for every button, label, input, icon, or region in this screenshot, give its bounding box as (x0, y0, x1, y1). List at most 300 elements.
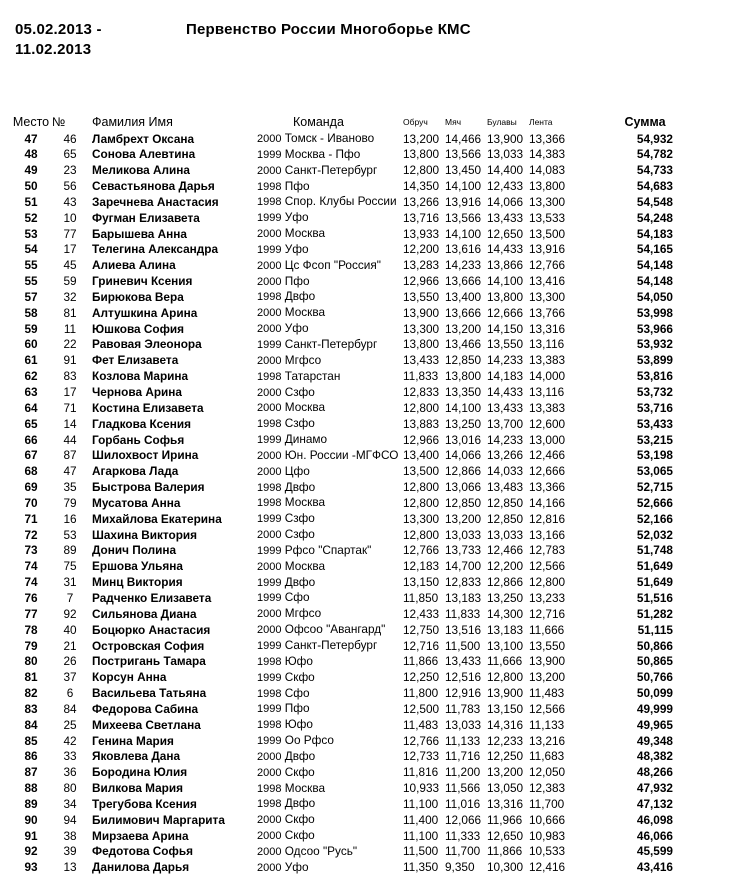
birth-year: 2000 (257, 133, 282, 145)
birth-year: 1999 (257, 671, 282, 684)
ribbon-score-cell: 11,683 (529, 749, 565, 764)
ribbon-score-cell: 13,366 (529, 480, 566, 495)
col-header-team: Команда (293, 115, 344, 129)
total-score-cell: 50,866 (636, 638, 673, 653)
table-row (12, 289, 673, 305)
table-row (12, 701, 673, 717)
name-cell: Данилова Дарья (92, 860, 190, 875)
hoop-score-cell: 11,866 (403, 654, 439, 669)
ball-score-cell: 13,033 (445, 717, 482, 732)
total-score-cell: 46,066 (636, 828, 673, 843)
place-cell: 83 (24, 701, 38, 716)
table-row (12, 385, 673, 401)
place-cell: 79 (24, 638, 38, 653)
ribbon-score-cell: 13,166 (529, 527, 566, 542)
place-cell: 58 (24, 305, 38, 320)
clubs-score-cell: 12,433 (487, 179, 524, 194)
ball-score-cell: 11,016 (445, 796, 481, 811)
clubs-score-cell: 12,200 (487, 559, 524, 574)
birth-year: 2000 (257, 608, 282, 621)
name-cell: Быстрова Валерия (92, 480, 205, 495)
ribbon-score-cell: 14,166 (529, 495, 566, 510)
ball-score-cell: 13,733 (445, 543, 482, 558)
table-row (12, 812, 673, 828)
total-score-cell: 54,932 (636, 131, 673, 146)
team-cell (257, 369, 403, 385)
team-cell (257, 812, 403, 828)
ball-score-cell: 12,066 (445, 812, 482, 827)
place-cell: 61 (24, 353, 38, 368)
table-row (12, 527, 673, 543)
hoop-score-cell: 13,800 (403, 147, 440, 162)
table-row (12, 717, 673, 733)
birth-year: 2000 (257, 624, 282, 637)
hoop-score-cell: 13,433 (403, 353, 440, 368)
hoop-score-cell: 11,500 (403, 844, 439, 859)
hoop-score-cell: 10,933 (403, 781, 440, 796)
ball-score-cell: 13,566 (445, 147, 482, 162)
ribbon-score-cell: 12,466 (529, 448, 566, 463)
ball-score-cell: 14,466 (445, 131, 482, 146)
ribbon-score-cell: 10,983 (529, 828, 566, 843)
place-cell: 66 (24, 432, 38, 447)
hoop-score-cell: 12,250 (403, 670, 440, 685)
total-score-cell: 45,599 (636, 844, 673, 859)
ball-score-cell: 13,016 (445, 432, 482, 447)
place-cell: 90 (24, 812, 38, 827)
table-row (12, 400, 673, 416)
total-score-cell: 53,433 (636, 416, 673, 431)
total-score-cell: 53,966 (636, 321, 673, 336)
place-cell: 74 (24, 575, 38, 590)
ball-score-cell: 13,250 (445, 416, 482, 431)
number-cell: 33 (63, 749, 77, 764)
ball-score-cell: 13,433 (445, 654, 482, 669)
clubs-score-cell: 11,966 (487, 812, 523, 827)
birth-year: 2000 (257, 323, 282, 336)
hoop-score-cell: 13,300 (403, 511, 440, 526)
number-cell: 32 (63, 289, 77, 304)
place-cell: 64 (24, 400, 38, 415)
team-cell (257, 622, 403, 638)
ribbon-score-cell: 14,083 (529, 163, 566, 178)
hoop-score-cell: 12,733 (403, 749, 440, 764)
total-score-cell: 53,732 (636, 385, 673, 399)
team-name: Пфо (284, 273, 310, 288)
name-cell: Заречнева Анастасия (92, 194, 219, 209)
name-cell: Корсун Анна (92, 670, 167, 685)
team-name: Москва (284, 558, 326, 573)
clubs-score-cell: 14,233 (487, 432, 524, 447)
hoop-score-cell: 12,966 (403, 432, 440, 447)
ribbon-score-cell: 12,566 (529, 701, 566, 716)
table-row (12, 194, 673, 210)
ball-score-cell: 9,350 (445, 860, 475, 875)
date-to: 11.02.2013 (15, 41, 92, 58)
table-row (12, 179, 673, 195)
col-header-ball: Мяч (445, 117, 462, 127)
table-row (12, 543, 673, 559)
clubs-score-cell: 14,233 (487, 353, 524, 368)
team-name: Скфо (284, 764, 315, 779)
name-cell: Фугман Елизавета (92, 210, 200, 225)
birth-year: 1998 (257, 798, 282, 811)
team-cell (257, 147, 403, 163)
total-score-cell: 51,516 (636, 590, 673, 605)
ribbon-score-cell: 12,566 (529, 559, 566, 574)
table-row (12, 860, 673, 876)
birth-year: 1999 (257, 338, 282, 351)
ball-score-cell: 11,833 (445, 606, 481, 621)
table-row (12, 559, 673, 575)
place-cell: 60 (24, 337, 38, 352)
hoop-score-cell: 13,400 (403, 448, 440, 463)
team-cell (257, 432, 403, 448)
clubs-score-cell: 13,700 (487, 416, 524, 431)
ball-score-cell: 13,033 (445, 527, 482, 542)
birth-year: 2000 (257, 830, 282, 843)
birth-year: 2000 (257, 750, 282, 763)
number-cell: 16 (63, 511, 77, 526)
ball-score-cell: 11,133 (445, 733, 481, 748)
name-cell: Чернова Арина (92, 385, 182, 399)
place-cell: 70 (24, 495, 38, 510)
ribbon-score-cell: 12,766 (529, 258, 566, 273)
name-cell: Гриневич Ксения (92, 274, 193, 289)
number-cell: 81 (63, 305, 77, 320)
team-name: Цс Фсоп "Россия" (284, 257, 381, 272)
birth-year: 2000 (257, 402, 282, 415)
hoop-score-cell: 13,150 (403, 575, 440, 590)
birth-year: 1998 (257, 655, 282, 668)
number-cell: 14 (63, 416, 77, 431)
table-row (12, 670, 673, 686)
ribbon-score-cell: 13,216 (529, 733, 566, 748)
ribbon-score-cell: 13,900 (529, 654, 566, 669)
ribbon-score-cell: 13,316 (529, 321, 566, 336)
total-score-cell: 54,148 (636, 258, 673, 273)
ribbon-score-cell: 10,533 (529, 844, 566, 859)
clubs-score-cell: 13,183 (487, 622, 524, 637)
place-cell: 52 (24, 210, 38, 225)
birth-year: 1998 (257, 196, 282, 209)
hoop-score-cell: 13,716 (403, 210, 440, 225)
ribbon-score-cell: 13,000 (529, 432, 566, 447)
name-cell: Мусатова Анна (92, 495, 181, 510)
clubs-score-cell: 14,150 (487, 321, 524, 336)
table-row (12, 654, 673, 670)
place-cell: 92 (24, 844, 38, 859)
birth-year: 1999 (257, 576, 282, 589)
number-cell: 22 (63, 337, 77, 352)
birth-year: 1999 (257, 212, 282, 225)
hoop-score-cell: 11,483 (403, 717, 439, 732)
team-cell (257, 511, 403, 527)
total-score-cell: 53,899 (636, 353, 673, 368)
hoop-score-cell: 12,433 (403, 606, 440, 621)
team-cell (257, 289, 403, 305)
place-cell: 91 (24, 828, 38, 843)
clubs-score-cell: 14,100 (487, 274, 524, 289)
hoop-score-cell: 12,750 (403, 622, 440, 637)
total-score-cell: 50,766 (636, 670, 673, 685)
place-cell: 48 (24, 147, 38, 162)
table-row (12, 622, 673, 638)
birth-year: 1999 (257, 544, 282, 557)
team-cell (257, 701, 403, 717)
hoop-score-cell: 11,816 (403, 765, 439, 780)
ribbon-score-cell: 10,666 (529, 812, 566, 827)
ball-score-cell: 13,183 (445, 590, 482, 605)
team-cell (257, 210, 403, 226)
birth-year: 2000 (257, 386, 282, 399)
hoop-score-cell: 11,100 (403, 796, 439, 811)
ball-score-cell: 11,716 (445, 749, 481, 764)
hoop-score-cell: 13,883 (403, 416, 440, 431)
name-cell: Вилкова Мария (92, 781, 184, 796)
team-cell (257, 480, 403, 496)
birth-year: 1998 (257, 418, 282, 431)
team-cell (257, 226, 403, 242)
ribbon-score-cell: 12,416 (529, 860, 566, 875)
total-score-cell: 53,215 (636, 432, 673, 447)
total-score-cell: 54,782 (636, 147, 673, 162)
ball-score-cell: 13,516 (445, 622, 482, 637)
name-cell: Михайлова Екатерина (92, 511, 222, 526)
team-name: Москва (284, 780, 326, 795)
team-name: Уфо (284, 859, 309, 874)
number-cell: 87 (63, 448, 77, 463)
table-row (12, 416, 673, 432)
total-score-cell: 54,548 (636, 194, 673, 209)
team-name: Татарстан (284, 368, 341, 383)
total-score-cell: 54,733 (636, 163, 673, 178)
hoop-score-cell: 12,966 (403, 274, 440, 289)
team-name: Динамо (284, 432, 328, 447)
hoop-score-cell: 13,800 (403, 337, 440, 352)
team-cell (257, 179, 403, 195)
ribbon-score-cell: 11,133 (529, 717, 565, 732)
team-cell (257, 385, 403, 401)
team-cell (257, 765, 403, 781)
clubs-score-cell: 11,666 (487, 654, 523, 669)
place-cell: 63 (24, 385, 38, 399)
place-cell: 51 (24, 194, 38, 209)
hoop-score-cell: 13,933 (403, 226, 440, 241)
number-cell: 13 (63, 860, 77, 875)
place-cell: 50 (24, 179, 38, 194)
team-cell (257, 575, 403, 591)
team-cell (257, 543, 403, 559)
ball-score-cell: 13,400 (445, 289, 482, 304)
total-score-cell: 54,050 (636, 289, 673, 304)
team-cell (257, 749, 403, 765)
table-row (12, 147, 673, 163)
birth-year: 1998 (257, 370, 282, 383)
number-cell: 36 (63, 765, 77, 780)
name-cell: Яковлева Дана (92, 749, 181, 764)
team-name: Москва (284, 400, 326, 415)
name-cell: Билимович Маргарита (92, 812, 225, 827)
number-cell: 26 (63, 654, 77, 669)
place-cell: 69 (24, 480, 38, 495)
name-cell: Мирзаева Арина (92, 828, 189, 843)
ball-score-cell: 14,700 (445, 559, 482, 574)
ball-score-cell: 13,800 (445, 369, 482, 384)
ball-score-cell: 14,100 (445, 226, 482, 241)
total-score-cell: 54,148 (636, 274, 673, 289)
ribbon-score-cell: 14,000 (529, 369, 566, 384)
number-cell: 40 (63, 622, 77, 637)
number-cell: 94 (63, 812, 77, 827)
clubs-score-cell: 13,316 (487, 796, 524, 811)
table-row (12, 321, 673, 337)
name-cell: Федотова Софья (92, 844, 193, 859)
ball-score-cell: 13,466 (445, 337, 482, 352)
total-score-cell: 54,683 (636, 179, 673, 194)
clubs-score-cell: 13,266 (487, 448, 524, 463)
hoop-score-cell: 12,800 (403, 480, 440, 495)
name-cell: Алтушкина Арина (92, 305, 198, 320)
table-row (12, 369, 673, 385)
number-cell: 17 (63, 385, 77, 399)
team-name: Санкт-Петербург (284, 336, 378, 351)
ball-score-cell: 13,666 (445, 305, 482, 320)
ribbon-score-cell: 11,700 (529, 796, 565, 811)
number-cell: 23 (63, 163, 77, 178)
team-name: Уфо (284, 210, 309, 225)
hoop-score-cell: 12,200 (403, 242, 440, 257)
clubs-score-cell: 14,300 (487, 606, 524, 621)
name-cell: Генина Мария (92, 733, 174, 748)
name-cell: Донич Полина (92, 543, 177, 558)
team-cell (257, 242, 403, 258)
number-cell: 84 (63, 701, 77, 716)
ball-score-cell: 12,916 (445, 686, 482, 701)
team-cell (257, 844, 403, 860)
name-cell: Телегина Александра (92, 242, 219, 257)
team-cell (257, 559, 403, 575)
clubs-score-cell: 13,433 (487, 210, 524, 225)
team-name: Мгфсо (284, 606, 322, 621)
place-cell: 54 (24, 242, 38, 257)
place-cell: 76 (24, 590, 38, 605)
hoop-score-cell: 11,350 (403, 860, 439, 875)
clubs-score-cell: 13,900 (487, 131, 524, 146)
team-name: Сзфо (284, 527, 315, 542)
birth-year: 1998 (257, 481, 282, 494)
clubs-score-cell: 13,900 (487, 686, 524, 701)
number-cell: 17 (63, 242, 77, 257)
birth-year: 1999 (257, 434, 282, 447)
ribbon-score-cell: 12,716 (529, 606, 566, 621)
clubs-score-cell: 14,183 (487, 369, 524, 384)
total-score-cell: 46,098 (636, 812, 673, 827)
clubs-score-cell: 12,250 (487, 749, 524, 764)
clubs-score-cell: 12,650 (487, 828, 524, 843)
place-cell: 88 (24, 781, 38, 796)
ribbon-score-cell: 13,200 (529, 670, 566, 685)
place-cell: 87 (24, 765, 38, 780)
team-name: Скфо (284, 812, 315, 827)
team-cell (257, 781, 403, 797)
team-name: Юфо (284, 717, 313, 732)
hoop-score-cell: 13,200 (403, 131, 440, 146)
number-cell: 65 (63, 147, 77, 162)
place-cell: 72 (24, 527, 38, 542)
team-name: Москва - Пфо (284, 146, 361, 161)
team-name: Двфо (284, 289, 316, 304)
clubs-score-cell: 14,400 (487, 163, 524, 178)
place-cell: 78 (24, 622, 38, 637)
total-score-cell: 49,348 (636, 733, 673, 748)
clubs-score-cell: 11,866 (487, 844, 523, 859)
team-name: Офсоо "Авангард" (284, 622, 386, 637)
ball-score-cell: 13,450 (445, 163, 482, 178)
ball-score-cell: 13,200 (445, 321, 482, 336)
hoop-score-cell: 12,716 (403, 638, 440, 653)
place-cell: 53 (24, 226, 38, 241)
birth-year: 2000 (257, 164, 282, 177)
number-cell: 59 (63, 274, 77, 289)
birth-year: 2000 (257, 465, 282, 478)
team-name: Двфо (284, 796, 316, 811)
birth-year: 2000 (257, 449, 282, 462)
number-cell: 25 (63, 717, 77, 732)
ball-score-cell: 12,850 (445, 353, 482, 368)
number-cell: 42 (63, 733, 77, 748)
name-cell: Васильева Татьяна (92, 686, 207, 701)
birth-year: 2000 (257, 845, 282, 858)
team-name: Уфо (284, 321, 309, 336)
ball-score-cell: 13,066 (445, 480, 482, 495)
name-cell: Горбань Софья (92, 432, 185, 447)
birth-year: 1999 (257, 735, 282, 748)
place-cell: 80 (24, 654, 38, 669)
name-cell: Козлова Марина (92, 369, 189, 384)
hoop-score-cell: 13,500 (403, 464, 440, 479)
birth-year: 1999 (257, 513, 282, 526)
ribbon-score-cell: 13,300 (529, 289, 566, 304)
hoop-score-cell: 13,550 (403, 289, 440, 304)
number-cell: 71 (63, 400, 77, 415)
name-cell: Минц Виктория (92, 575, 183, 590)
clubs-score-cell: 13,100 (487, 638, 524, 653)
ribbon-score-cell: 12,783 (529, 543, 566, 558)
clubs-score-cell: 12,866 (487, 575, 524, 590)
table-row (12, 765, 673, 781)
number-cell: 7 (66, 590, 74, 605)
total-score-cell: 50,099 (636, 686, 673, 701)
hoop-score-cell: 11,100 (403, 828, 439, 843)
birth-year: 1999 (257, 703, 282, 716)
table-row (12, 606, 673, 622)
team-name: Сзфо (284, 384, 315, 399)
total-score-cell: 53,716 (636, 400, 673, 415)
ribbon-score-cell: 13,366 (529, 131, 566, 146)
name-cell: Меликова Алина (92, 163, 190, 178)
team-cell (257, 495, 403, 511)
place-cell: 65 (24, 416, 38, 431)
place-cell: 89 (24, 796, 38, 811)
team-cell (257, 448, 403, 464)
hoop-score-cell: 12,500 (403, 701, 440, 716)
birth-year: 1999 (257, 592, 282, 605)
birth-year: 1998 (257, 687, 282, 700)
table-row (12, 781, 673, 797)
ball-score-cell: 13,666 (445, 274, 482, 289)
team-cell (257, 131, 403, 147)
